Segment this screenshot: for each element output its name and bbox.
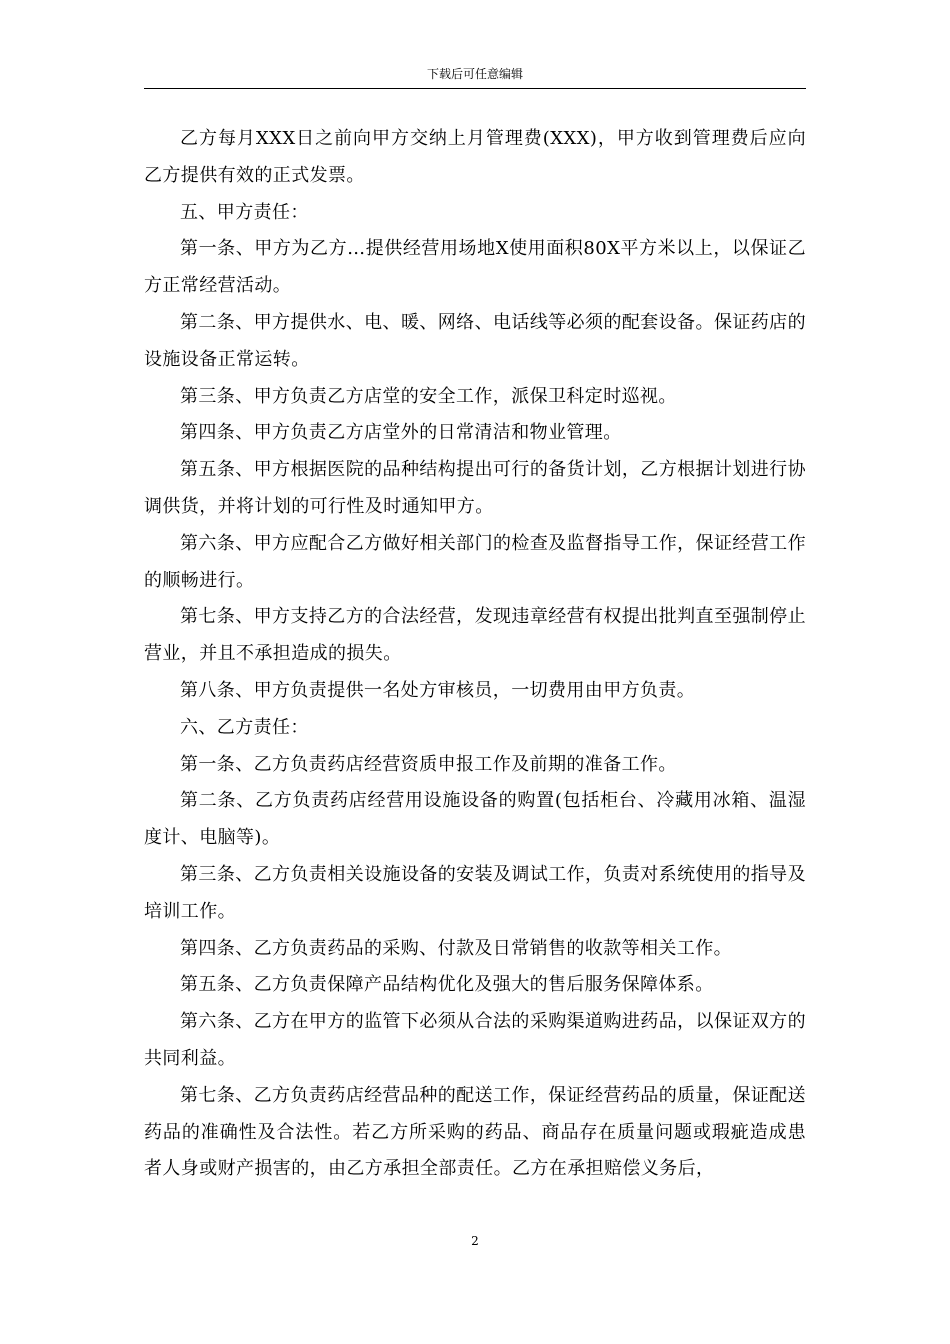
section-heading: 五、甲方责任： bbox=[180, 201, 309, 223]
paragraph: 第二条、乙方负责药店经营用设施设备的购置(包括柜台、冷藏用冰箱、温湿度计、电脑等)。 bbox=[144, 790, 806, 849]
paragraph: 第一条、甲方为乙方…提供经营用场地X使用面积80X平方米以上，以保证乙方正常经营活动。 bbox=[144, 238, 806, 297]
page-header-note: 下载后可任意编辑 bbox=[426, 67, 523, 81]
paragraph: 第一条、乙方负责药店经营资质申报工作及前期的准备工作。 bbox=[180, 753, 677, 775]
paragraph: 第七条、甲方支持乙方的合法经营，发现违章经营有权提出批判直至强制停止营业，并且不承担造成的损失。 bbox=[144, 606, 806, 665]
paragraph: 第六条、乙方在甲方的监管下必须从合法的采购渠道购进药品，以保证双方的共同利益。 bbox=[144, 1011, 806, 1069]
section-heading: 六、乙方责任： bbox=[180, 716, 309, 738]
paragraph: 第六条、甲方应配合乙方做好相关部门的检查及监督指导工作，保证经营工作的顺畅进行。 bbox=[144, 532, 806, 591]
paragraph: 第三条、乙方负责相关设施设备的安装及调试工作，负责对系统使用的指导及培训工作。 bbox=[144, 863, 806, 922]
document-body bbox=[144, 121, 806, 1188]
paragraph: 第八条、甲方负责提供一名处方审核员，一切费用由甲方负责。 bbox=[180, 679, 696, 701]
paragraph: 第五条、乙方负责保障产品结构优化及强大的售后服务保障体系。 bbox=[180, 974, 714, 996]
paragraph: 第七条、乙方负责药店经营品种的配送工作，保证经营药品的质量，保证配送药品的准确性及合法性。若乙方所采购的药品、商品存在质量问题或瑕疵造成患者人身或财产损害的，由乙方承担全部责任。乙方在承担赔偿义务后， bbox=[144, 1084, 806, 1180]
paragraph: 第四条、甲方负责乙方店堂外的日常清洁和物业管理。 bbox=[180, 422, 622, 444]
paragraph: 第三条、甲方负责乙方店堂的安全工作，派保卫科定时巡视。 bbox=[180, 385, 677, 407]
paragraph: 第四条、乙方负责药品的采购、付款及日常销售的收款等相关工作。 bbox=[180, 937, 732, 959]
paragraph: 乙方每月XXX日之前向甲方交纳上月管理费(XXX)，甲方收到管理费后应向乙方提供有效的正式发票。 bbox=[144, 128, 806, 186]
paragraph: 第二条、甲方提供水、电、暖、网络、电话线等必须的配套设备。保证药店的设施设备正常运转。 bbox=[144, 311, 806, 370]
page-number: 2 bbox=[471, 1234, 479, 1248]
paragraph: 第五条、甲方根据医院的品种结构提出可行的备货计划，乙方根据计划进行协调供货，并将计划的可行性及时通知甲方。 bbox=[144, 459, 806, 517]
header-divider bbox=[144, 88, 806, 89]
